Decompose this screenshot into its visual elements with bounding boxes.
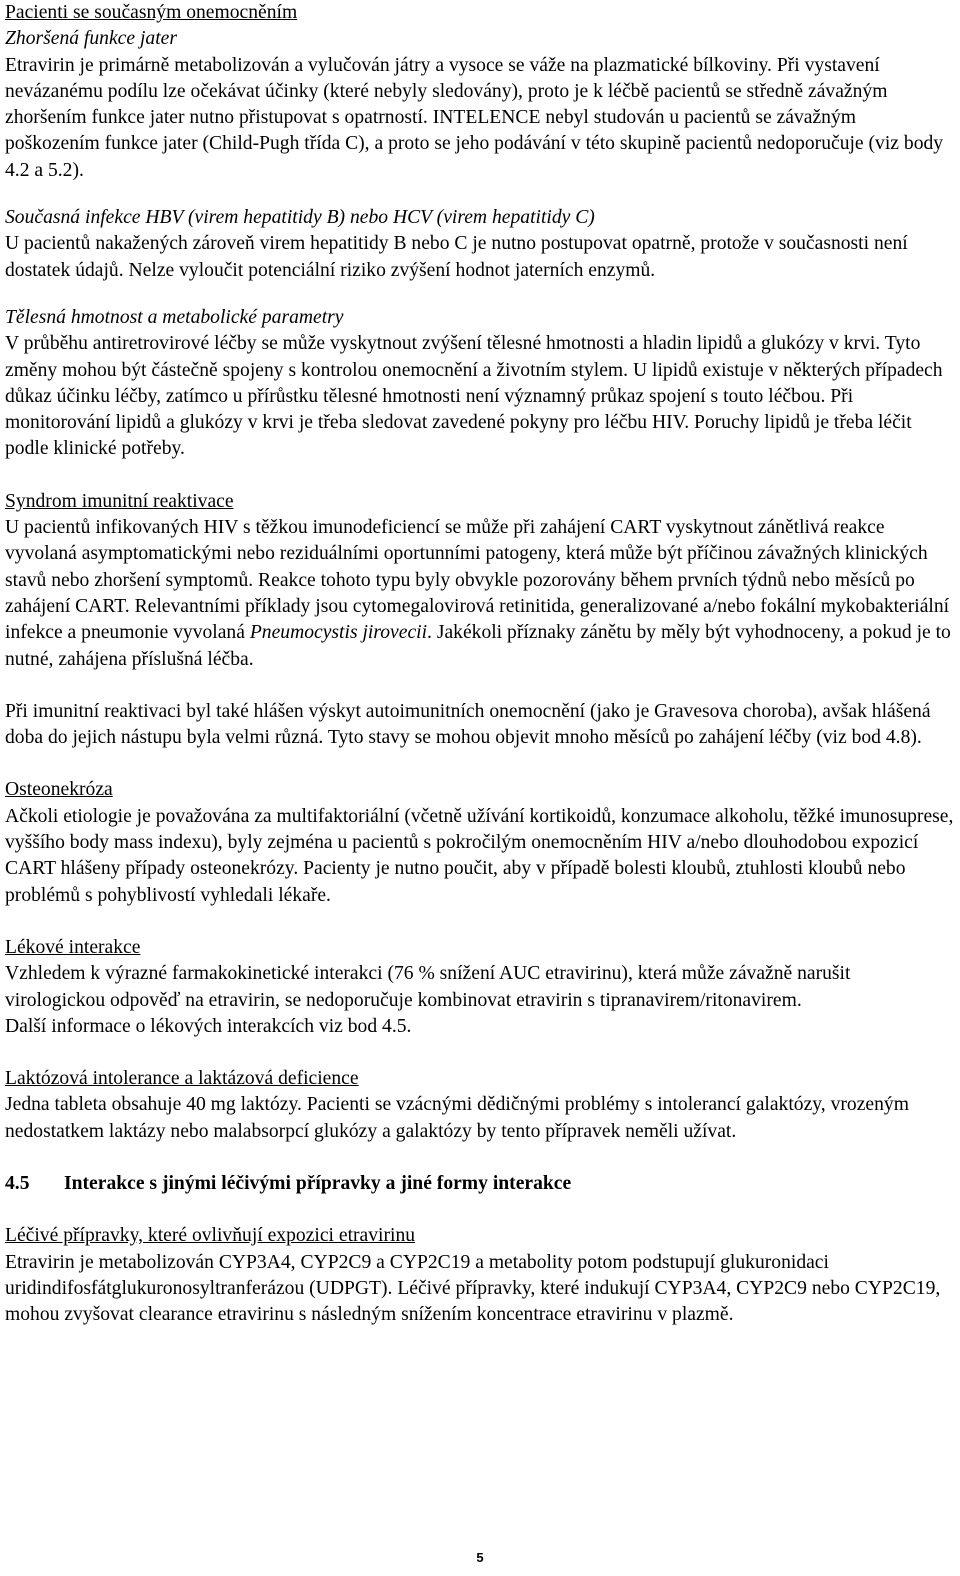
paragraph-osteonecrosis: Ačkoli etiologie je považována za multifaktoriální (včetně užívání kortikoidů, konzumace alkoholu, těžké imunosuprese, vyššího body mass indexu), byly zejména u pacientů s pokročilým onemocněním HIV a/nebo dlouhodobou expozicí CART hlášeny případy osteonekrózy. Pacienty je nutno poučit, aby v případě bolesti kloubů, ztuhlosti kloubů nebo problémů s pohyblivostí vyhledali lékaře.: [5, 805, 954, 906]
paragraph-autoimmune: Při imunitní reaktivaci byl také hlášen výskyt autoimunitních onemocnění (jako je Gravesova choroba), avšak hlášená doba do jejich nástupu byla velmi různá. Tyto stavy se mohou objevit mnoho měsíců po zahájení léčby (viz bod 4.8).: [5, 700, 931, 749]
paragraph-exposure-modifiers: Etravirin je metabolizován CYP3A4, CYP2C9 a CYP2C19 a metabolity potom podstupují glukuronidaci uridindifosfátglukuronosyltranferázou (UDPGT). Léčivé přípravky, které indukují CYP3A4, CYP2C9 nebo CYP2C19, mohou zvyšovat clearance etravirinu s následným snížením koncentrace etravirinu v plazmě.: [5, 1251, 941, 1326]
heading-lactose: Laktózová intolerance a laktázová deficience: [5, 1068, 359, 1090]
paragraph-immune-reconstitution: [5, 515, 955, 673]
paragraph-hbv-hcv: U pacientů nakažených zároveň virem hepatitidy B nebo C je nutno postupovat opatrně, protože v současnosti není dostatek údajů. Nelze vyloučit potenciální riziko zvýšení hodnot jaterních enzymů.: [5, 233, 908, 281]
paragraph-lactose: Jedna tableta obsahuje 40 mg laktózy. Pacienti se vzácnými dědičnými problémy s intolerancí galaktózy, vrozeným nedostatkem laktázy nebo malabsorpcí glukózy a galaktózy by tento přípravek neměli užívat.: [5, 1094, 909, 1142]
document-page: [5, 0, 955, 1328]
text-run: . Jakékoli příznaky zánětu by měly být vyhodnoceny, a pokud je to nutné, zahájena příslušná léčba.: [5, 622, 951, 670]
subheading-hbv-hcv: Současná infekce HBV (virem hepatitidy B) nebo HCV (virem hepatitidy C): [5, 207, 595, 229]
heading-osteonecrosis: Osteonekróza: [5, 779, 113, 801]
subheading-weight-metabolic: Tělesná hmotnost a metabolické parametry: [5, 306, 344, 328]
text-run: U pacientů infikovaných HIV s těžkou imunodeficiencí se může při zahájení CART vyskytnout zánětlivá reakce vyvolaná asymptomatickými nebo reziduálními oportunními patogeny, která může být příčinou závažných klinických stavů nebo zhoršení symptomů. Reakce tohoto typu byly obvykle pozorovány během prvních týdnů nebo měsíců po zahájení CART. Relevantními příklady jsou cytomegalovirová retinitida, generalizované a/nebo fokální mykobakteriální infekce a pneumonie vyvolaná: [5, 517, 950, 644]
subheading-hepatic-impairment: Zhoršená funkce jater: [5, 28, 177, 50]
heading-immune-reconstitution: Syndrom imunitní reaktivace: [5, 490, 234, 512]
paragraph-hepatic-impairment: Etravirin je primárně metabolizován a vylučován játry a vysoce se váže na plazmatické bílkoviny. Při vystavení nevázanému podílu lze očekávat účinky (které nebyly sledovány), proto je k léčbě pacientů se středně závažným zhoršením funkce jater nutno přistupovat s opatrností. INTELENCE nebyl studován u pacientů se závažným poškozením funkce jater (Child-Pugh třída C), a proto se jeho podávání v této skupině pacientů nedoporučuje (viz body 4.2 a 5.2).: [5, 54, 944, 181]
heading-exposure-modifiers: Léčivé přípravky, které ovlivňují expozici etravirinu: [5, 1225, 416, 1247]
section-title: [5, 1171, 955, 1197]
section-title-text: Interakce s jinými léčivými přípravky a jiné formy interakce: [64, 1172, 572, 1194]
paragraph-drug-interactions-ref: Další informace o lékových interakcích viz bod 4.5.: [5, 1015, 412, 1037]
section-number: 4.5: [5, 1172, 30, 1194]
heading-drug-interactions: Lékové interakce: [5, 936, 141, 958]
pathogen-name: Pneumocystis jirovecii: [249, 622, 428, 644]
paragraph-drug-interactions: Vzhledem k výrazné farmakokinetické interakci (76 % snížení AUC etravirinu), která může závažně narušit virologickou odpověď na etravirin, se nedoporučuje kombinovat etravirin s tipranavirem/ritonavirem.: [5, 963, 851, 1011]
page-number: 5: [476, 1550, 484, 1565]
heading-concurrent-disease: Pacienti se současným onemocněním: [5, 2, 298, 23]
paragraph-weight-metabolic: V průběhu antiretrovirové léčby se může vyskytnout zvýšení tělesné hmotnosti a hladin lipidů a glukózy v krvi. Tyto změny mohou být částečně spojeny s kontrolou onemocnění a životním stylem. U lipidů existuje v některých případech důkaz účinku léčby, zatímco u přírůstku tělesné hmotnosti není významný průkaz spojení s touto léčbou. Při monitorování lipidů a glukózy v krvi je třeba sledovat zavedené pokyny pro léčbu HIV. Poruchy lipidů je třeba léčit podle klinické potřeby.: [5, 333, 943, 460]
